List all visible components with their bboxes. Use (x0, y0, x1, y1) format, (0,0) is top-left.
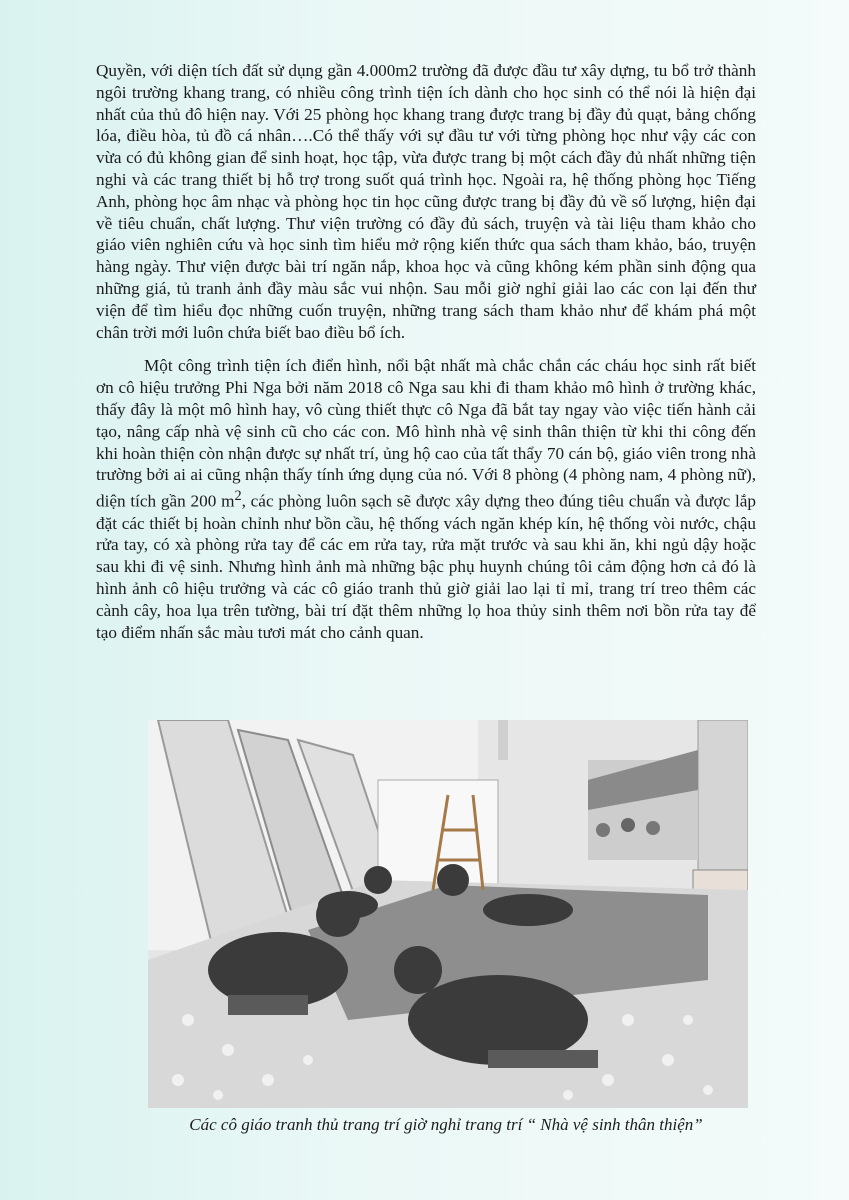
photo-illustration (148, 720, 748, 1108)
figure-caption: Các cô giáo tranh thủ trang trí giờ nghỉ trang trí “ Nhà vệ sinh thân thiện” (189, 1115, 703, 1134)
body-text (96, 60, 756, 655)
paragraph-2-text-b: , các phòng luôn sạch sẽ được xây dựng theo đúng tiêu chuẩn và được lắp đặt các thiết bị hoàn chỉnh như bồn cầu, hệ thống vách ngăn khép kín, hệ thống vòi nước, chậu rửa tay, có xà phòng rửa tay để các em rửa tay, rửa mặt trước và sau khi ăn, khi ngủ dậy hoặc sau khi đi vệ sinh. Nhưng hình ảnh mà những bậc phụ huynh chúng tôi cảm động hơn cả đó là hình ảnh cô hiệu trưởng và các cô giáo tranh thủ giờ giải lao lại tỉ mỉ, trang trí treo thêm các cành cây, hoa lụa trên tường, bài trí đặt thêm những lọ hoa thủy sinh thêm nơi bồn rửa tay để tạo điểm nhấn sắc màu tươi mát cho cảnh quan. (96, 491, 756, 642)
photo-teachers-decorating (148, 720, 748, 1108)
paragraph-2-text-a: Một công trình tiện ích điển hình, nổi bật nhất mà chắc chắn các cháu học sinh rất biết ơn cô hiệu trưởng Phi Nga bởi năm 2018 cô Nga sau khi đi tham khảo mô hình ở trường khác, thấy đây là một mô hình hay, vô cùng thiết thực cô Nga đã bắt tay ngay vào việc tiến hành cải tạo, nâng cấp nhà vệ sinh cũ cho các con. Mô hình nhà vệ sinh thân thiện từ khi thi công đến khi hoàn thiện còn nhận được sự nhất trí, ủng hộ cao của tất thẩy 70 cán bộ, giáo viên trong nhà trường bởi ai ai cũng nhận thấy tính ứng dụng của nó. Với 8 phòng (4 phòng nam, 4 phòng nữ), diện tích gần 200 m (96, 356, 756, 511)
paragraph-1: Quyền, với diện tích đất sử dụng gần 4.000m2 trường đã được đầu tư xây dựng, tu bổ trở thành ngôi trường khang trang, có nhiều công trình tiện ích dành cho học sinh có thể nói là hiện đại nhất của thủ đô hiện nay. Với 25 phòng học khang trang được trang bị đầy đủ quạt, bảng chống lóa, điều hòa, tủ đồ cá nhân….Có thể thấy với sự đầu tư với từng phòng học như vậy các con vừa có đủ không gian để sinh hoạt, học tập, vừa được trang bị một cách đầy đủ nhất những tiện nghi và các trang thiết bị hỗ trợ trong suốt quá trình học. Ngoài ra, hệ thống phòng học Tiếng Anh, phòng học âm nhạc và phòng học tin học cũng được trang bị đầy đủ về số lượng, hiện đại về tiêu chuẩn, chất lượng. Thư viện trường có đầy đủ sách, truyện và tài liệu tham khảo cho giáo viên nghiên cứu và học sinh tìm hiểu mở rộng kiến thức qua sách tham khảo, báo, truyện hàng ngày. Thư viện được bài trí ngăn nắp, khoa học và cũng không kém phần sinh động qua những giá, tủ tranh ảnh đầy màu sắc vui nhộn. Sau mỗi giờ nghỉ giải lao các con lại đến thư viện để tìm hiểu đọc những cuốn truyện, những trang sách tham khảo như để khám phá một chân trời mới luôn chứa biết bao điều bổ ích. (96, 61, 756, 342)
paragraph-2 (96, 355, 756, 643)
superscript-2: 2 (234, 488, 242, 505)
